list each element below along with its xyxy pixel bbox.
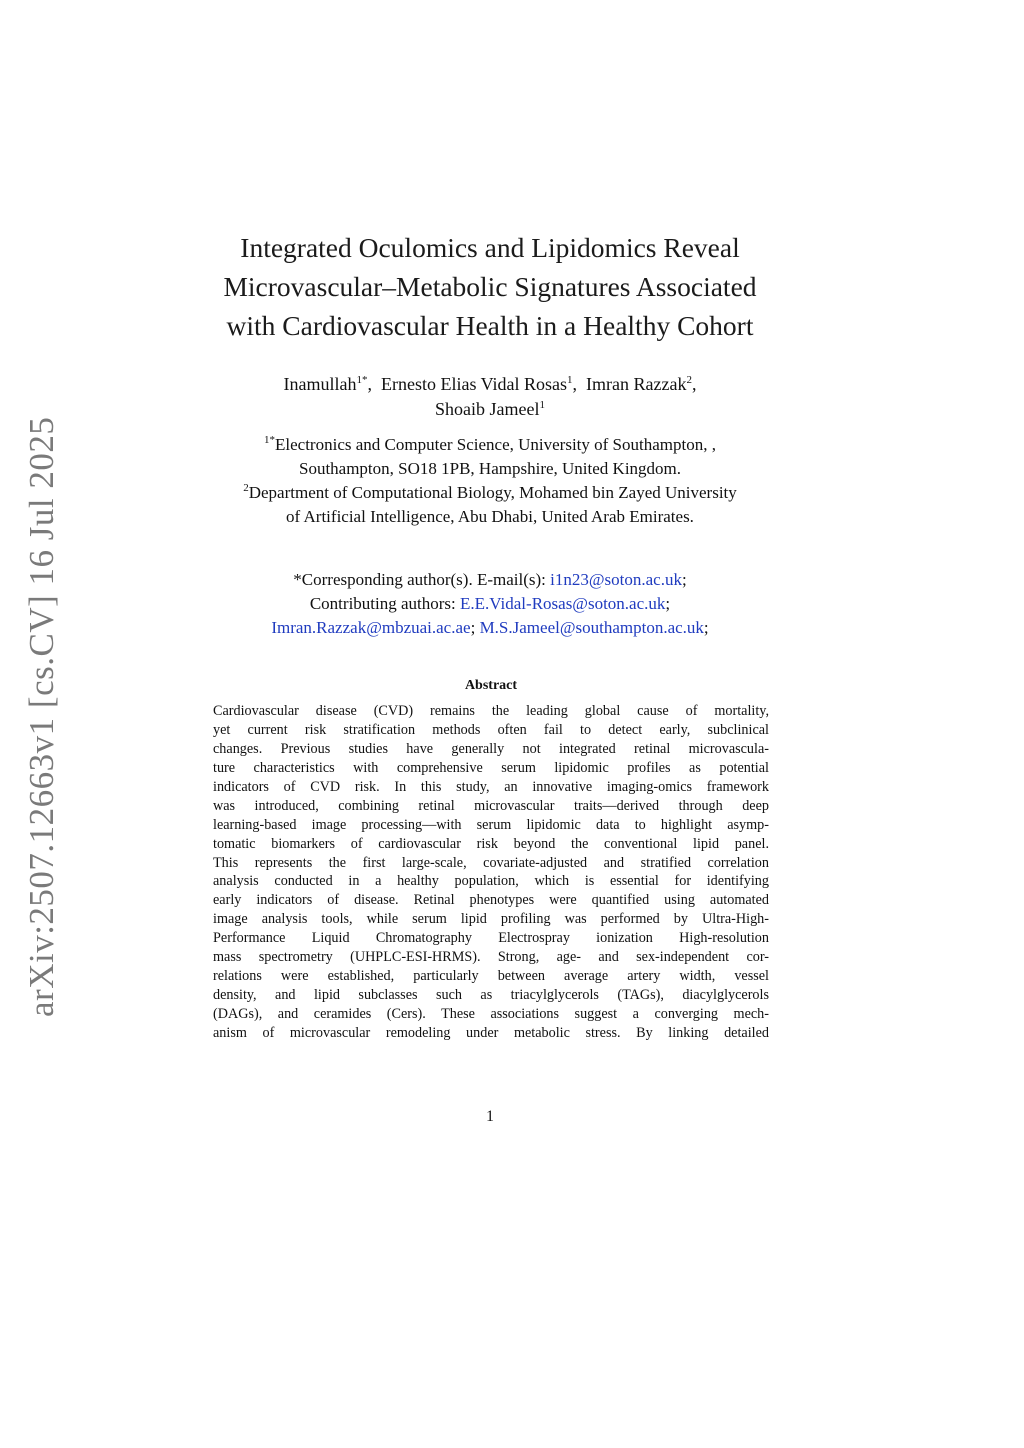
contact-emails bbox=[170, 568, 810, 640]
abstract-line: changes. Previous studies have generally not integrated retinal microvascula- bbox=[213, 740, 769, 757]
separator: ; bbox=[681, 570, 687, 589]
author-name: Imran Razzak bbox=[586, 374, 687, 394]
author-affiliation-mark: 1 bbox=[539, 399, 545, 411]
author-affiliation-mark: 1* bbox=[356, 374, 368, 386]
arxiv-identifier-stamp: arXiv:2507.12663v1 [cs.CV] 16 Jul 2025 bbox=[22, 416, 61, 1017]
abstract-line: yet current risk stratification methods often fail to detect early, subclinical bbox=[213, 721, 769, 738]
corresponding-author-line bbox=[170, 568, 810, 592]
abstract-line: analysis conducted in a healthy population, which is essential for identifying bbox=[213, 873, 769, 890]
separator: ; bbox=[470, 618, 476, 637]
abstract-line: This represents the first large-scale, covariate-adjusted and stratified correlation bbox=[213, 854, 769, 871]
email-link[interactable]: Imran.Razzak@mbzuai.ac.ae bbox=[271, 618, 471, 637]
affiliation-mark: 2 bbox=[243, 482, 249, 494]
abstract-line: early indicators of disease. Retinal phenotypes were quantified using automated bbox=[213, 892, 769, 909]
affiliation-line: of Artificial Intelligence, Abu Dhabi, United Arab Emirates. bbox=[286, 507, 694, 526]
author-affiliation-mark: 1 bbox=[567, 374, 573, 386]
abstract-line: Performance Liquid Chromatography Electrospray ionization High-resolution bbox=[213, 930, 769, 947]
abstract-line: (DAGs), and ceramides (Cers). These associations suggest a converging mech- bbox=[213, 1006, 769, 1022]
separator: ; bbox=[665, 594, 671, 613]
affiliation-text: Department of Computational Biology, Mohamed bin Zayed University bbox=[248, 483, 737, 502]
abstract-heading: Abstract bbox=[464, 678, 518, 693]
abstract-body bbox=[213, 702, 769, 1043]
email-link[interactable]: E.E.Vidal-Rosas@soton.ac.uk bbox=[460, 594, 666, 613]
contributing-authors-line bbox=[170, 616, 810, 640]
affiliation-text: Electronics and Computer Science, University of Southampton, , bbox=[275, 435, 716, 454]
author-affiliation-mark: 2 bbox=[686, 374, 692, 386]
author-name: Ernesto Elias Vidal Rosas bbox=[380, 374, 568, 394]
title-line: Integrated Oculomics and Lipidomics Reveal bbox=[240, 232, 740, 263]
page-number: 1 bbox=[486, 1108, 494, 1125]
author-name: Inamullah bbox=[283, 374, 357, 394]
separator: ; bbox=[703, 618, 709, 637]
abstract-line: was introduced, combining retinal microvascular traits—derived through deep bbox=[213, 797, 769, 814]
author-line: Inamullah$^{1*}$, Ernesto Elias Vidal Rosas$^1$, Imran Razzak$^2$, bbox=[283, 374, 697, 394]
abstract-line: density, and lipid subclasses such as triacylglycerols (TAGs), diacylglycerols bbox=[213, 987, 769, 1004]
paper-title bbox=[180, 228, 800, 345]
title-line: Microvascular–Metabolic Signatures Associated bbox=[223, 271, 757, 302]
abstract-line: tomatic biomarkers of cardiovascular risk beyond the conventional lipid panel. bbox=[213, 835, 769, 852]
abstract-line: Cardiovascular disease (CVD) remains the leading global cause of mortality, bbox=[213, 703, 769, 719]
abstract-line: learning-based image processing—with serum lipidomic data to highlight asymp- bbox=[213, 816, 769, 833]
title-line: with Cardiovascular Health in a Healthy Cohort bbox=[226, 310, 754, 341]
abstract-line: image analysis tools, while serum lipid profiling was performed by Ultra-High- bbox=[213, 911, 769, 928]
affiliations bbox=[170, 433, 810, 529]
affiliation-line bbox=[170, 481, 810, 505]
contributing-label: Contributing authors: bbox=[309, 594, 461, 613]
abstract-line: ture characteristics with comprehensive serum lipidomic profiles as potential bbox=[213, 759, 769, 776]
email-link[interactable]: M.S.Jameel@southampton.ac.uk bbox=[479, 618, 704, 637]
email-link[interactable]: i1n23@soton.ac.uk bbox=[550, 570, 682, 589]
affiliation-line bbox=[170, 433, 810, 457]
author-name: Shoaib Jameel bbox=[435, 399, 540, 419]
corresponding-label: *Corresponding author(s). E-mail(s): bbox=[293, 570, 551, 589]
affiliation-mark: 1* bbox=[264, 434, 276, 446]
author-line bbox=[180, 397, 800, 422]
abstract-line: indicators of CVD risk. In this study, an innovative imaging-omics framework bbox=[213, 778, 769, 795]
contributing-authors-line bbox=[170, 592, 810, 616]
abstract-line: relations were established, particularly between average artery width, vessel bbox=[213, 968, 769, 985]
author-list bbox=[180, 372, 800, 422]
abstract-line: anism of microvascular remodeling under metabolic stress. By linking detailed bbox=[213, 1024, 769, 1041]
abstract-line: mass spectrometry (UHPLC-ESI-HRMS). Strong, age- and sex-independent cor- bbox=[213, 949, 769, 966]
affiliation-line: Southampton, SO18 1PB, Hampshire, United Kingdom. bbox=[298, 459, 682, 478]
